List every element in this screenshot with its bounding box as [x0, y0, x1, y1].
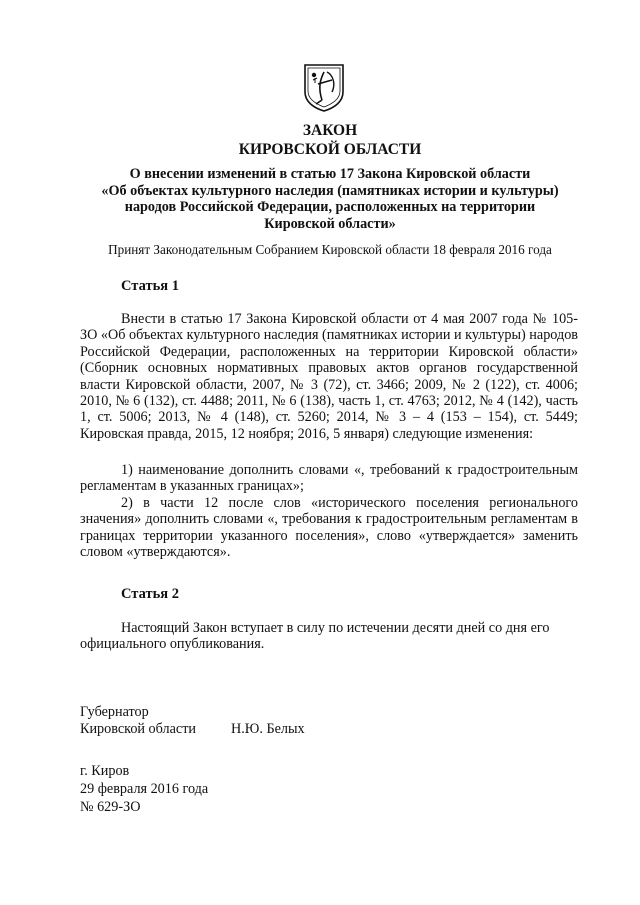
article-2-paragraph: Настоящий Закон вступает в силу по истечении десяти дней со дня его официального опубликования. [80, 620, 550, 653]
subtitle-line-1: О внесении изменений в статью 17 Закона Кировской области [129, 166, 531, 182]
article-1-paragraph: Внести в статью 17 Закона Кировской области от 4 мая 2007 года № 105-ЗО «Об объектах культурного наследия (памятниках истории и культуры) народов Российской Федерации, расположенных на территории Кировской области» (Сборник основных нормативных правовых актов органов государственной власти Кировской области, 2007, № 3 (72), ст. 3466; 2009, № 2 (122), ст. 4006; 2010, № 6 (132), ст. 4488; 2011, № 6 (138), часть 1, ст. 4763; 2012, № 4 (142), часть 1, ст. 5006; 2013, № 4 (148), ст. 5260; 2014, № 3 – 4 (153 – 154), ст. 5449; Кировская правда, 2015, 12 ноября; 2016, 5 января) следующие изменения: [80, 311, 578, 442]
subtitle-line-3: народов Российской Федерации, расположенных на территории [124, 199, 536, 215]
article-1-item-1: 1) наименование дополнить словами «, требований к градостроительным регламентам в указанных границах»; [80, 462, 578, 495]
subtitle-line-2: «Об объектах культурного наследия (памятниках истории и культуры) [101, 182, 559, 199]
signing-date: 29 февраля 2016 года [80, 781, 209, 797]
adoption-note: Принят Законодательным Собранием Кировской области 18 февраля 2016 года [108, 242, 552, 257]
coat-of-arms-icon [302, 62, 346, 112]
signatory-position-line-1: Губернатор [80, 704, 149, 720]
signatory-name: Н.Ю. Белых [231, 721, 305, 737]
law-subtitle [60, 166, 600, 232]
law-number: № 629-ЗО [80, 799, 141, 815]
law-title-line-2: КИРОВСКОЙ ОБЛАСТИ [238, 141, 422, 158]
article-1-heading: Статья 1 [121, 278, 179, 294]
city: г. Киров [80, 763, 130, 779]
subtitle-line-4: Кировской области» [264, 215, 396, 232]
article-1-item-2: 2) в части 12 после слов «исторического поселения регионального значения» дополнить словами «, требования к градостроительным регламентам в границах территории указанного поселения», слово «утверждается» заменить словом «утверждаются». [80, 495, 578, 561]
article-2-heading: Статья 2 [121, 586, 179, 602]
signatory-position-line-2: Кировской области [80, 721, 196, 737]
document-footer [80, 762, 208, 816]
law-title [60, 121, 600, 159]
law-title-line-1: ЗАКОН [302, 122, 358, 139]
